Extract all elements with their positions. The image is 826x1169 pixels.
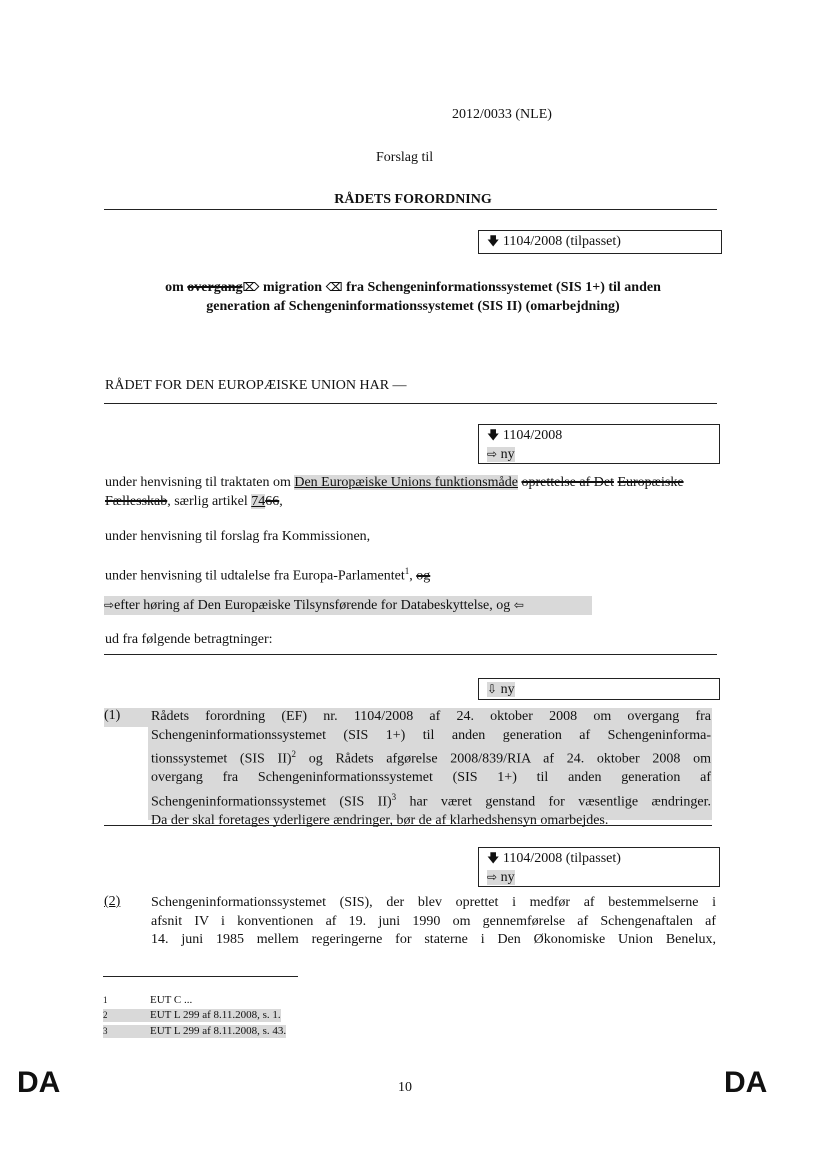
language-code-left: DA [17, 1066, 61, 1099]
arrow-right-icon: ⇨ [487, 447, 498, 461]
arrow-down-icon: 🡇 [487, 234, 500, 248]
arrow-left-icon: ⇦ [513, 598, 524, 612]
recital-edps: ⇨efter høring af Den Europæiske Tilsynsførende for Databeskyttelse, og ⇦ [104, 596, 592, 615]
arrow-down-icon: 🡇 [487, 851, 500, 865]
inserted-text: 74 [251, 494, 266, 509]
document-reference: 2012/0033 (NLE) [452, 107, 552, 122]
para-2-text: Schengeninformationssystemet (SIS), der blev oprettet i medfør af bestemmelserne i afsnit IV i konventionen af 19. juni 1990 om gennemførelse af Schengenaftalen af 14. juni 1985 mellem regeringerne for staterne i Den Økonomiske Union Benelux, [151, 895, 716, 947]
insert-end-icon: ⌫ [325, 280, 343, 294]
source-box-1104-new: 🡇 1104/2008 ⇨ ny [478, 424, 720, 464]
divider [104, 654, 717, 655]
source-box-new: ⇩ ny [478, 678, 720, 700]
recital-1 [104, 708, 712, 828]
footnote-1: 1 EUT C ... [103, 994, 193, 1006]
deleted-text: Europæiske Fællesskab [105, 475, 684, 509]
proposal-label: Forslag til [376, 150, 434, 165]
subtitle-line-1: om overgang⌦ migration ⌫ fra Schengeninformationssystemet (SIS 1+) til anden [165, 280, 661, 295]
deleted-text: overgang [187, 280, 243, 295]
source-box-text: 1104/2008 (tilpasset) [502, 234, 621, 249]
deleted-text: oprettelse af Det [521, 475, 614, 490]
recital-treaty: under henvisning til traktaten om Den Europæiske Unions funktionsmåde oprettelse af Det Europæiske Fællesskab, særlig artikel 7466, [105, 475, 684, 509]
language-code-right: DA [724, 1066, 768, 1099]
inserted-text: Den Europæiske Unions funktionsmåde [294, 475, 518, 490]
subtitle-line-2: generation af Schengeninformationssystemet (SIS II) (omarbejdning) [206, 299, 620, 314]
divider [104, 209, 717, 210]
regulation-subtitle [0, 278, 826, 316]
footnote-2: 2 EUT L 299 af 8.11.2008, s. 1. [103, 1009, 281, 1021]
footnote-3: 3 EUT L 299 af 8.11.2008, s. 43. [103, 1025, 287, 1037]
divider [104, 403, 717, 404]
recital-whereas: ud fra følgende betragtninger: [105, 632, 273, 647]
divider [104, 825, 712, 826]
recital-commission: under henvisning til forslag fra Kommissionen, [105, 529, 371, 544]
para-number: (2) [104, 894, 121, 909]
deleted-text: 66 [265, 494, 280, 509]
para-1-text: Rådets forordning (EF) nr. 1104/2008 af 24. oktober 2008 om overgang fra Schengeninformationssystemet (SIS 1+) til anden generation af Schengeninforma- tionssystemet (SIS II)$^2$ og Rådets afgørelse 2008/839/RIA af 24. oktober 2008 om overgang fra Schengeninformationssystemet (SIS 1+) til anden generation af Schengeninformationssystemet (SIS II)$^3$ har været genstand for væsentlige ændringer. Da der skal foretages yderligere ændringer, bør de af klarhedshensyn omarbejdes. [151, 709, 711, 828]
insert-start-icon: ⌦ [242, 280, 260, 294]
footnote-divider [103, 976, 298, 977]
inserted-text: migration [262, 280, 323, 295]
council-heading: RÅDET FOR DEN EUROPÆISKE UNION HAR — [105, 378, 407, 393]
arrow-right-icon: ⇨ [487, 870, 498, 884]
page-title: RÅDETS FORORDNING [334, 192, 492, 207]
arrow-down-outline-icon: ⇩ [487, 682, 498, 696]
recital-parliament: under henvisning til udtalelse fra Europa-Parlamentet$^1$, og [105, 566, 431, 584]
source-box-1104-adapted [478, 230, 722, 254]
footnote-ref: 1 [404, 566, 410, 576]
arrow-right-icon: ⇨ [104, 598, 115, 612]
deleted-text: og [416, 568, 431, 584]
arrow-down-icon: 🡇 [487, 428, 500, 442]
para-number: (1) [104, 708, 148, 727]
source-box-1104-adapted-new: 🡇 1104/2008 (tilpasset) ⇨ ny [478, 847, 720, 887]
page-number: 10 [398, 1080, 412, 1095]
